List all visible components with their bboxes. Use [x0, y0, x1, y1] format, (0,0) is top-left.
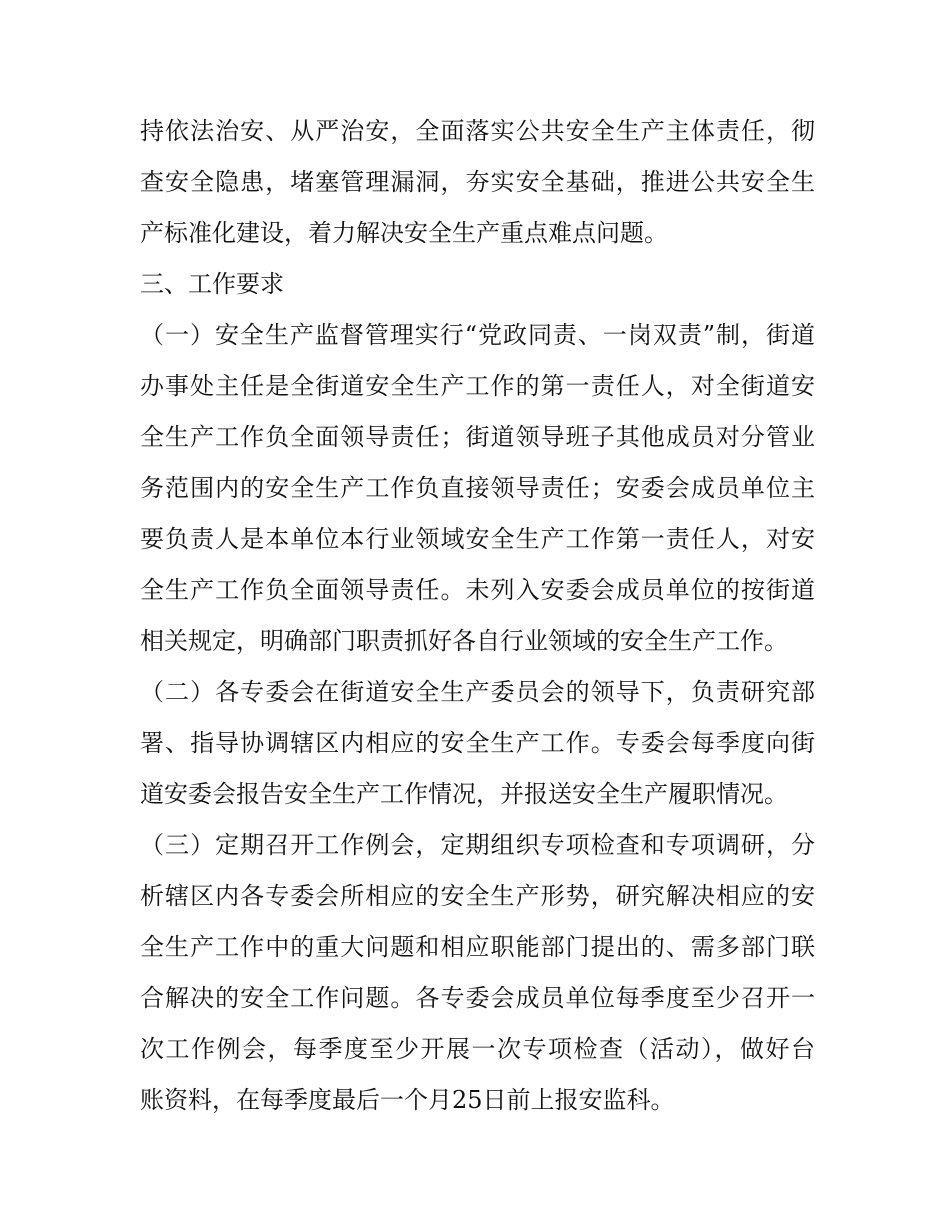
text-line-5: （一）安全生产监督管理实行“党政同责、一岗双责”制，街道	[140, 321, 815, 349]
text-line-1: 持依法治安、从严治安，全面落实公共安全生产主体责任，彻	[140, 117, 815, 145]
document-body	[140, 106, 815, 1126]
text-line-13: 署、指导协调辖区内相应的安全生产工作。专委会每季度向街	[140, 729, 815, 757]
text-line-14: 道安委会报告安全生产工作情况，并报送安全生产履职情况。	[140, 780, 788, 808]
text-line-19: 次工作例会，每季度至少开展一次专项检查（活动），做好台	[140, 1035, 815, 1063]
text-line-20: 账资料，在每季度最后一个月25日前上报安监科。	[140, 1086, 675, 1114]
text-line-18: 合解决的安全工作问题。各专委会成员单位每季度至少召开一	[140, 984, 815, 1012]
section-heading-work-requirements: 三、工作要求	[140, 270, 284, 298]
text-line-16: 析辖区内各专委会所相应的安全生产形势，研究解决相应的安	[140, 882, 815, 910]
text-line-7: 全生产工作负全面领导责任；街道领导班子其他成员对分管业	[140, 423, 815, 451]
text-line-3: 产标准化建设，着力解决安全生产重点难点问题。	[140, 219, 668, 247]
text-line-6: 办事处主任是全街道安全生产工作的第一责任人，对全街道安	[140, 372, 815, 400]
text-line-10: 全生产工作负全面领导责任。未列入安委会成员单位的按街道	[140, 576, 815, 604]
text-line-11: 相关规定，明确部门职责抓好各自行业领域的安全生产工作。	[140, 627, 788, 655]
text-line-17: 全生产工作中的重大问题和相应职能部门提出的、需多部门联	[140, 933, 815, 961]
text-line-9: 要负责人是本单位本行业领域安全生产工作第一责任人，对安	[140, 525, 815, 553]
text-line-2: 查安全隐患，堵塞管理漏洞，夯实安全基础，推进公共安全生	[140, 168, 815, 196]
text-line-15: （三）定期召开工作例会，定期组织专项检查和专项调研，分	[140, 831, 815, 859]
text-line-8: 务范围内的安全生产工作负直接领导责任；安委会成员单位主	[140, 474, 815, 502]
text-line-12: （二）各专委会在街道安全生产委员会的领导下，负责研究部	[140, 678, 815, 706]
